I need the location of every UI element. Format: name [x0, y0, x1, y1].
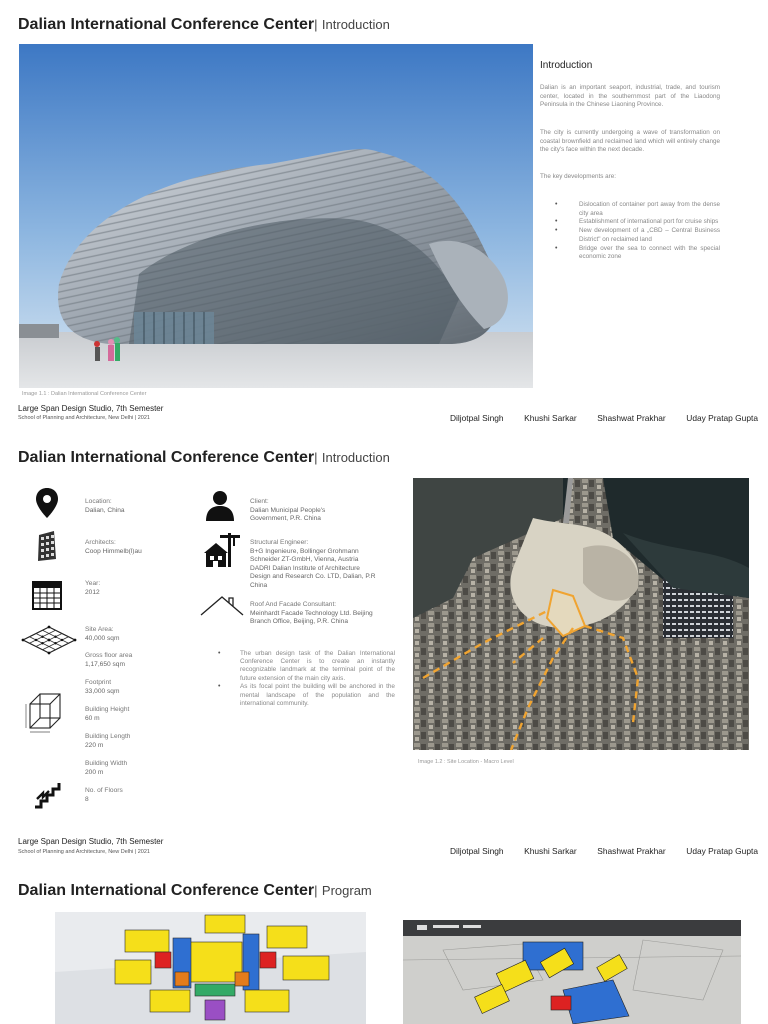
author-name: Shashwat Prakhar — [597, 413, 666, 423]
grid-plane-icon — [20, 623, 78, 657]
structural-value: Design and Research Co. LTD, Dalian, P.R — [250, 573, 376, 581]
client-info — [250, 498, 325, 524]
page-introduction — [0, 0, 768, 433]
page-title — [18, 16, 390, 34]
client-value: Dalian Municipal People's — [250, 506, 326, 514]
building-photo — [19, 44, 533, 388]
structural-label: Structural Engineer: — [250, 539, 309, 546]
building-width-info — [85, 760, 127, 777]
studio-name: Large Span Design Studio, 7th Semester — [18, 837, 164, 846]
list-item: • Establishment of international port for cruise ships — [555, 218, 720, 227]
year-value: 2012 — [85, 588, 100, 596]
school-name: School of Planning and Architecture, New Delhi | 2021 — [18, 849, 150, 855]
gross-floor-area-value: 1,17,650 sqm — [85, 660, 125, 668]
location-value: Dalian, China — [85, 506, 125, 514]
authors — [450, 413, 758, 423]
program-model-photo — [55, 912, 366, 1024]
footprint-label: Footprint — [85, 679, 112, 686]
roof-value: Meinhardt Facade Technology Ltd. Beijing — [250, 609, 373, 617]
page-program — [0, 866, 768, 1024]
map-pin-icon — [30, 486, 64, 520]
list-item: • Bridge over the sea to connect with the special economic zone — [555, 245, 720, 262]
intro-paragraph: The city is currently undergoing a wave of transformation on coastal brownfield and reclaimed land which will entirely change the city's face within the next decade. — [540, 129, 720, 154]
intro-heading: Introduction — [540, 60, 593, 71]
structural-value: DADRI Dalian Institute of Architecture — [250, 564, 360, 572]
page-project-data — [0, 433, 768, 866]
author-name: Uday Pratap Gupta — [686, 846, 758, 856]
roof-label: Roof And Facade Consultant: — [250, 601, 337, 608]
building-width-label: Building Width — [85, 760, 128, 767]
building-height-info — [85, 706, 129, 723]
site-aerial-photo — [413, 478, 749, 750]
site-area-label: Site Area: — [85, 626, 114, 633]
author-name: Shashwat Prakhar — [597, 846, 666, 856]
building-length-value: 220 m — [85, 741, 104, 749]
structural-info — [250, 539, 375, 591]
architects-label: Architects: — [85, 539, 116, 546]
building-height-label: Building Height — [85, 706, 130, 713]
footprint-value: 33,000 sqm — [85, 687, 120, 695]
title-main: Dalian International Conference Center — [18, 882, 315, 899]
site-model-photo — [403, 920, 741, 1024]
title-section: Program — [321, 883, 372, 898]
location-label: Location: — [85, 498, 112, 505]
title-section: Introduction — [321, 450, 390, 465]
page-title — [18, 449, 390, 467]
architects-value: Coop Himmelb(l)au — [85, 547, 142, 555]
developments-list — [555, 201, 720, 262]
year-info — [85, 580, 100, 597]
studio-name: Large Span Design Studio, 7th Semester — [18, 404, 164, 413]
title-main: Dalian International Conference Center — [18, 16, 315, 33]
image-caption: Image 1.1 : Dalian International Conference Center — [22, 391, 147, 397]
author-name: Khushi Sarkar — [524, 413, 577, 423]
gross-floor-area-label: Gross floor area — [85, 652, 133, 659]
author-name: Uday Pratap Gupta — [686, 413, 758, 423]
author-name: Diljotpal Singh — [450, 413, 504, 423]
calendar-icon — [30, 578, 64, 612]
building-length-label: Building Length — [85, 733, 131, 740]
architects-info — [85, 539, 142, 556]
title-separator: | — [314, 450, 318, 465]
person-icon — [203, 488, 237, 522]
intro-paragraph: Dalian is an important seaport, industrial, trade, and tourism center, located in the southernmost part of the Liaodong Peninsula in the Chinese Liaoning Province. — [540, 84, 720, 109]
authors — [450, 846, 758, 856]
roof-icon — [199, 593, 245, 619]
gross-floor-area-info — [85, 652, 132, 669]
floors-info — [85, 787, 123, 804]
stairs-icon — [33, 779, 63, 809]
title-separator: | — [314, 883, 318, 898]
image-caption: Image 1.2 : Site Location - Macro Level — [418, 759, 514, 765]
client-value: Government, P.R. China — [250, 515, 321, 523]
list-item: • As its focal point the building will be anchored in the mental landscape of the population and the international community. — [216, 683, 395, 708]
site-area-info — [85, 626, 119, 643]
structural-value: Schneider ZT-GmbH, Vienna, Austria — [250, 556, 359, 564]
title-main: Dalian International Conference Center — [18, 449, 315, 466]
title-separator: | — [314, 17, 318, 32]
floors-value: 8 — [85, 795, 89, 803]
location-info — [85, 498, 125, 515]
construction-icon — [202, 531, 242, 569]
client-label: Client: — [250, 498, 269, 505]
roof-value: Branch Office, Beijing, P.R. China — [250, 618, 348, 626]
page-title — [18, 882, 372, 900]
intro-paragraph: The key developments are: — [540, 173, 616, 180]
building-width-value: 200 m — [85, 768, 104, 776]
structural-value: China — [250, 581, 268, 589]
site-area-value: 40,000 sqm — [85, 634, 120, 642]
building-height-value: 60 m — [85, 714, 100, 722]
cube-icon — [24, 686, 68, 736]
list-item: • The urban design task of the Dalian International Conference Center is to create an instantly recognizable landmark at the terminal point of the future extension of the main city axis. — [216, 650, 395, 683]
floors-label: No. of Floors — [85, 787, 123, 794]
structural-value: B+G Ingenieure, Bollinger Grohmann — [250, 547, 359, 555]
urban-design-list — [216, 650, 395, 709]
author-name: Diljotpal Singh — [450, 846, 504, 856]
list-item: • Dislocation of container port away from the dense city area — [555, 201, 720, 218]
year-label: Year: — [85, 580, 101, 587]
building-length-info — [85, 733, 130, 750]
footprint-info — [85, 679, 119, 696]
list-item: • New development of a „CBD – Central Business District" on reclaimed land — [555, 227, 720, 244]
building-icon — [30, 529, 64, 563]
roof-consultant-info — [250, 601, 373, 627]
school-name: School of Planning and Architecture, New Delhi | 2021 — [18, 415, 150, 421]
title-section: Introduction — [321, 17, 390, 32]
author-name: Khushi Sarkar — [524, 846, 577, 856]
